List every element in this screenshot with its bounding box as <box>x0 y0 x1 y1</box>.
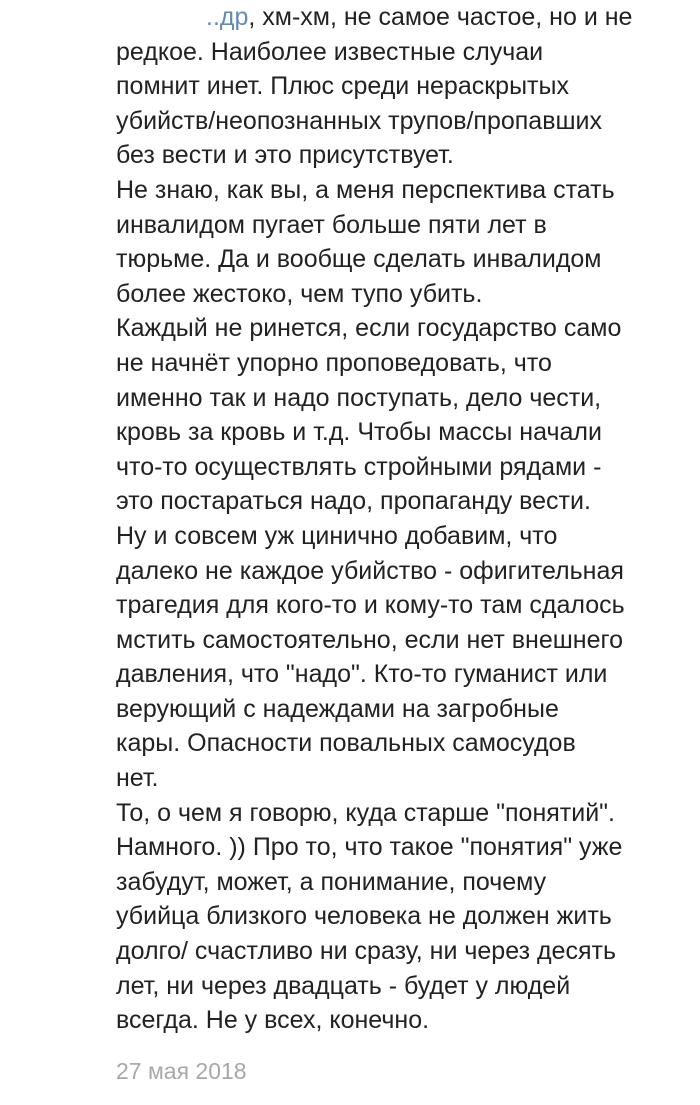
comment-line: убийца близкого человека не должен жить <box>116 902 612 931</box>
comment-line: Намного. )) Про то, что такое "понятия" уже <box>116 833 623 862</box>
comment-line: То, о чем я говорю, куда старше "понятий". <box>116 798 615 827</box>
comment-line: тюрьме. Да и вообще сделать инвалидом <box>116 245 602 274</box>
comment-line: инвалидом пугает больше пяти лет в <box>116 210 547 239</box>
comment-line: всегда. Не у всех, конечно. <box>116 1006 430 1035</box>
comment-line: Каждый не ринется, если государство само <box>116 314 622 343</box>
comment-line: трагедия для кого-то и кому-то там сдалось <box>116 591 625 620</box>
comment-line: далеко не каждое убийство - офигительная <box>116 556 624 585</box>
comment-line: Не знаю, как вы, а меня перспектива стать <box>116 175 615 204</box>
comment-line: мстить самостоятельно, если нет внешнего <box>116 625 623 654</box>
comment-date[interactable]: 27 мая 2018 <box>116 1058 247 1084</box>
comment-line: это постараться надо, пропаганду вести. <box>116 487 591 516</box>
comment-line: Ну и совсем уж цинично добавим, что <box>116 521 558 550</box>
comment-line-1 <box>116 0 691 35</box>
comment-line: кары. Опасности повальных самосудов <box>116 729 576 758</box>
comment-line: лет, ни через двадцать - будет у людей <box>116 971 571 1000</box>
comment-line: забудут, может, а понимание, почему <box>116 867 547 896</box>
comment-line: не начнёт упорно проповедовать, что <box>116 348 552 377</box>
mention-link[interactable]: ..др <box>206 3 249 31</box>
comment-text <box>116 0 691 1038</box>
comment-line: кровь за кровь и т.д. Чтобы массы начали <box>116 418 602 447</box>
comment-line: помнит инет. Плюс среди нераскрытых <box>116 72 569 101</box>
comment-line: именно так и надо поступать, дело чести, <box>116 383 602 412</box>
comment-line: нет. <box>116 764 159 793</box>
comment-line: убийств/неопознанных трупов/пропавших <box>116 106 603 135</box>
comment-line: верующий с надеждами на загробные <box>116 694 559 723</box>
comment-line: долго/ счастливо ни сразу, ни через десять <box>116 937 616 966</box>
comment-line: что-то осуществлять стройными рядами - <box>116 452 602 481</box>
comment-line: редкое. Наиболее известные случаи <box>116 37 544 66</box>
comment-line-text: , хм-хм, не самое частое, но и не <box>248 3 633 31</box>
comment-line: без вести и это присутствует. <box>116 141 454 170</box>
comment-line: давления, что "надо". Кто-то гуманист или <box>116 660 608 689</box>
comment-line: более жестоко, чем тупо убить. <box>116 279 483 308</box>
